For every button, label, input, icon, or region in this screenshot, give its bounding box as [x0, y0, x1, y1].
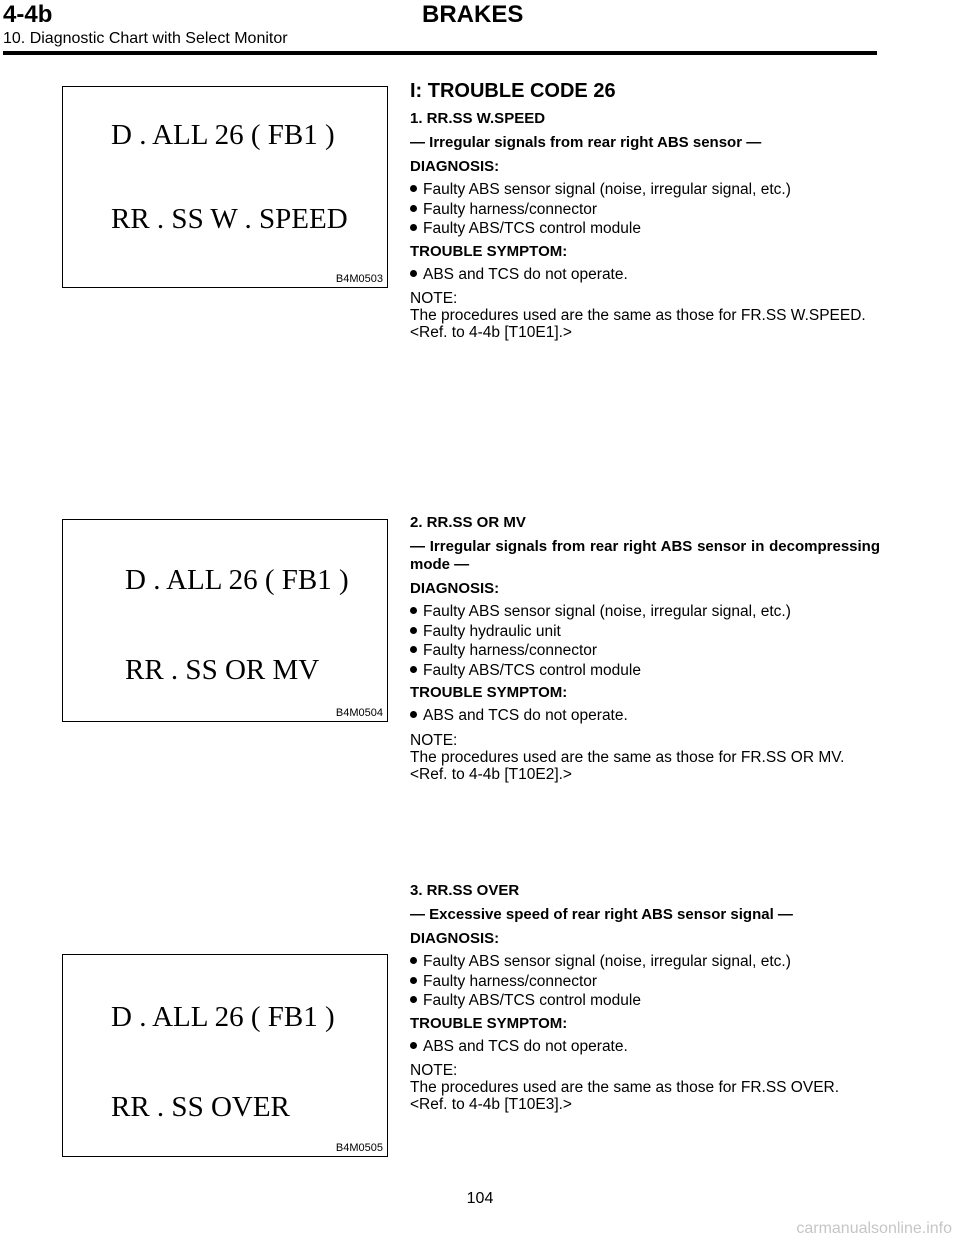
- list-item: Faulty ABS sensor signal (noise, irregular signal, etc.): [410, 952, 880, 972]
- list-item: ABS and TCS do not operate.: [410, 706, 880, 726]
- display-line-1: D . ALL 26 ( FB1 ): [111, 1001, 335, 1033]
- figure-id: B4M0504: [335, 707, 383, 719]
- reference-link[interactable]: <Ref. to 4-4b [T10E1].>: [410, 324, 572, 341]
- bullet-icon: [410, 224, 417, 231]
- symptom-list: [410, 265, 880, 285]
- note-label: NOTE:: [410, 290, 458, 307]
- bullet-icon: [410, 627, 417, 634]
- monitor-display-figure-3: [62, 954, 388, 1157]
- bullet-icon: [410, 977, 417, 984]
- symptom-label: TROUBLE SYMPTOM:: [410, 1014, 568, 1032]
- reference-link[interactable]: <Ref. to 4-4b [T10E2].>: [410, 765, 572, 783]
- section-number: 4-4b: [3, 1, 53, 28]
- item-title: 1. RR.SS W.SPEED: [410, 110, 546, 127]
- list-item: ABS and TCS do not operate.: [410, 1037, 880, 1057]
- header-rule: [3, 51, 877, 55]
- diagnosis-list: [410, 952, 880, 1011]
- bullet-icon: [410, 711, 417, 718]
- section-heading: I: TROUBLE CODE 26: [410, 80, 616, 102]
- trouble-code-section-2: [410, 514, 880, 783]
- trouble-code-section-3: [410, 882, 880, 1113]
- list-item: Faulty ABS/TCS control module: [410, 219, 880, 239]
- reference-link[interactable]: <Ref. to 4-4b [T10E3].>: [410, 1096, 572, 1113]
- figure-id: B4M0503: [335, 273, 383, 285]
- item-description: — Irregular signals from rear right ABS sensor in decompressing mode —: [410, 538, 880, 573]
- bullet-icon: [410, 996, 417, 1003]
- symptom-label: TROUBLE SYMPTOM:: [410, 242, 568, 260]
- bullet-icon: [410, 270, 417, 277]
- watermark[interactable]: carmanualsonline.info: [796, 1220, 952, 1237]
- list-item: Faulty ABS sensor signal (noise, irregular signal, etc.): [410, 602, 880, 622]
- item-description: — Irregular signals from rear right ABS sensor —: [410, 134, 762, 151]
- symptom-label: TROUBLE SYMPTOM:: [410, 684, 568, 701]
- chapter-title: BRAKES: [422, 1, 524, 28]
- chapter-subtitle: 10. Diagnostic Chart with Select Monitor: [3, 30, 288, 47]
- item-title: 2. RR.SS OR MV: [410, 514, 526, 531]
- diagnosis-list: [410, 602, 880, 680]
- bullet-icon: [410, 607, 417, 614]
- bullet-icon: [410, 205, 417, 212]
- list-item: Faulty ABS/TCS control module: [410, 661, 880, 681]
- list-item: Faulty ABS/TCS control module: [410, 991, 880, 1011]
- list-item: Faulty hydraulic unit: [410, 622, 880, 642]
- item-title: 3. RR.SS OVER: [410, 882, 520, 899]
- diagnosis-label: DIAGNOSIS:: [410, 580, 500, 597]
- bullet-icon: [410, 1042, 417, 1049]
- list-item: Faulty ABS sensor signal (noise, irregular signal, etc.): [410, 180, 880, 200]
- item-description: — Excessive speed of rear right ABS sensor signal —: [410, 906, 793, 923]
- bullet-icon: [410, 185, 417, 192]
- bullet-icon: [410, 666, 417, 673]
- list-item: Faulty harness/connector: [410, 641, 880, 661]
- note-label: NOTE:: [410, 1062, 458, 1079]
- bullet-icon: [410, 646, 417, 653]
- figure-id: B4M0505: [335, 1142, 383, 1154]
- note-text: The procedures used are the same as those for FR.SS OVER.: [410, 1079, 840, 1096]
- display-line-2: RR . SS OVER: [111, 1091, 290, 1123]
- display-line-1: D . ALL 26 ( FB1 ): [125, 564, 349, 596]
- monitor-display-figure-2: [62, 519, 388, 722]
- note-label: NOTE:: [410, 731, 458, 749]
- trouble-code-section-1: [410, 80, 880, 341]
- list-item: ABS and TCS do not operate.: [410, 265, 880, 285]
- list-item: Faulty harness/connector: [410, 200, 880, 220]
- monitor-display-figure-1: [62, 86, 388, 288]
- note-text: The procedures used are the same as those for FR.SS OR MV.: [410, 748, 845, 766]
- diagnosis-label: DIAGNOSIS:: [410, 930, 500, 947]
- diagnosis-list: [410, 180, 880, 239]
- diagnosis-label: DIAGNOSIS:: [410, 158, 500, 175]
- note-text: The procedures used are the same as those for FR.SS W.SPEED.: [410, 307, 866, 324]
- symptom-list: [410, 1037, 880, 1057]
- page-number: 104: [466, 1190, 494, 1207]
- display-line-2: RR . SS OR MV: [125, 654, 320, 686]
- symptom-list: [410, 706, 880, 726]
- display-line-2: RR . SS W . SPEED: [111, 203, 348, 235]
- list-item: Faulty harness/connector: [410, 972, 880, 992]
- display-line-1: D . ALL 26 ( FB1 ): [111, 119, 335, 151]
- bullet-icon: [410, 957, 417, 964]
